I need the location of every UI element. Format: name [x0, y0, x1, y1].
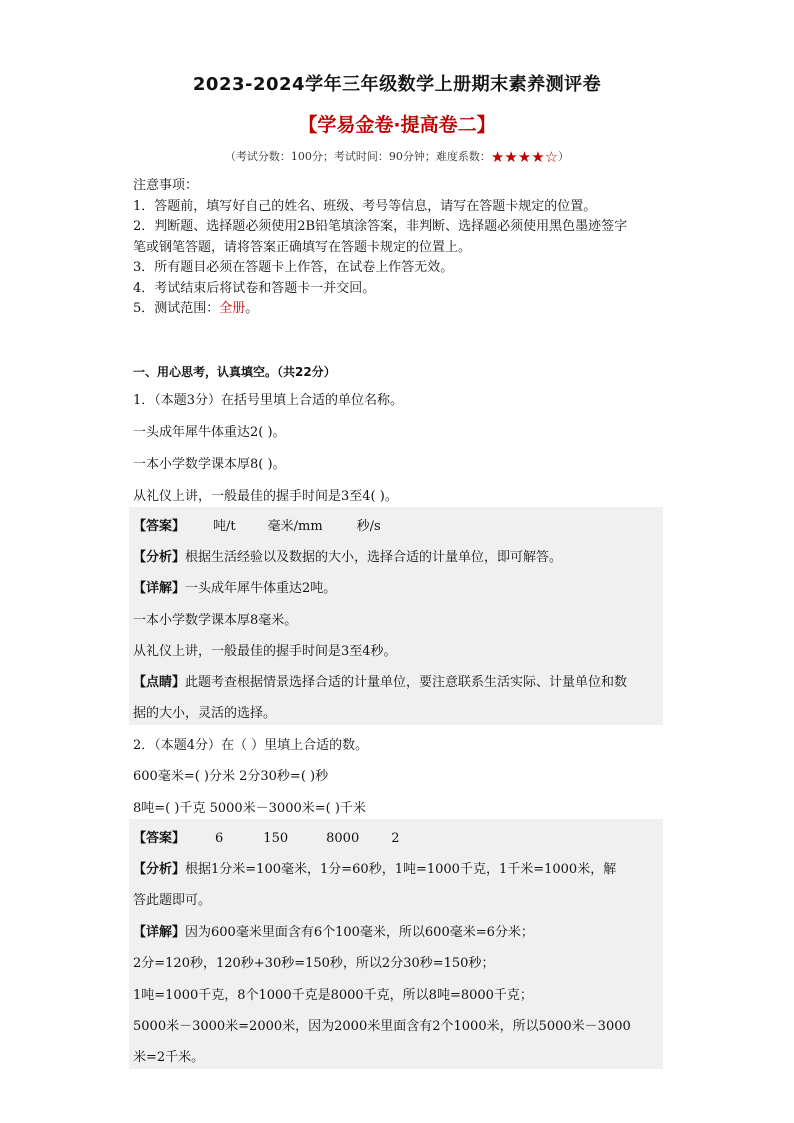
scope-label: 5．测试范围： [133, 301, 220, 316]
scope-value: 全册 [219, 301, 246, 316]
detail-text: 因为600毫米里面含有6个100毫米，所以600毫米=6分米； [185, 925, 534, 940]
comment-text: 此题考查根据情景选择合适的计量单位，要注意联系生活实际、计量单位和数 [185, 675, 628, 690]
notes-scope [133, 299, 673, 320]
q2-detail: 米=2千米。 [133, 1050, 205, 1065]
answer-value: 150 [263, 831, 289, 846]
star-filled-icon: ★ [517, 148, 532, 166]
meta-suffix: ） [558, 150, 570, 163]
q2-analysis: 答此题即可。 [133, 893, 212, 908]
q2-line: 8吨=( )千克 5000米－3000米=( )千米 [133, 801, 366, 816]
answer-value: 毫米/mm [267, 519, 323, 534]
q2-answer [133, 827, 400, 846]
detail-text: 一头成年犀牛体重达2吨。 [185, 581, 337, 596]
answer-value: 秒/s [356, 519, 381, 534]
notes-item: 3．所有题目必须在答题卡上作答，在试卷上作答无效。 [133, 260, 454, 275]
q2-detail [133, 921, 534, 940]
answer-value: 6 [215, 831, 224, 846]
star-filled-icon: ★ [504, 148, 518, 166]
comment-label: 【点睛】 [133, 675, 186, 690]
analysis-label: 【分析】 [133, 862, 186, 877]
q2-line: 600毫米=( )分米 2分30秒=( )秒 [133, 769, 329, 784]
analysis-text: 根据生活经验以及数据的大小，选择合适的计量单位，即可解答。 [185, 550, 563, 565]
answer-label: 【答案】 [133, 831, 186, 846]
notes-item: 笔或钢笔答题，请将答案正确填写在答题卡规定的位置上。 [133, 239, 472, 255]
star-empty-icon: ☆ [544, 148, 559, 166]
analysis-label: 【分析】 [133, 550, 186, 565]
answer-value: 吨/t [213, 519, 236, 534]
q1-line: 从礼仪上讲，一般最佳的握手时间是3至4( )。 [133, 489, 398, 504]
q1-detail: 从礼仪上讲，一般最佳的握手时间是3至4秒。 [133, 644, 397, 659]
notes-heading: 注意事项： [133, 178, 199, 193]
star-filled-icon: ★ [490, 148, 505, 166]
answer-value: 8000 [326, 831, 360, 846]
notes-item: 1．答题前，填写好自己的姓名、班级、考号等信息，请写在答题卡规定的位置。 [133, 198, 597, 214]
q1-detail [133, 577, 336, 596]
exam-subtitle: 【学易金卷·提高卷二】 [298, 114, 496, 136]
q2-analysis [133, 858, 616, 877]
analysis-text: 根据1分米=100毫米，1分=60秒，1吨=1000千克，1千米=1000米，解 [185, 862, 617, 877]
exam-title: 2023-2024学年三年级数学上册期末素养测评卷 [192, 74, 602, 95]
q1-line: 一头成年犀牛体重达2( )。 [133, 425, 286, 440]
scope-end: 。 [245, 301, 259, 316]
q2-detail: 5000米－3000米=2000米，因为2000米里面含有2个1000米，所以5000米－3000 [133, 1019, 631, 1034]
q1-answer [133, 515, 381, 534]
section-title: 一、用心思考，认真填空。（共22分） [133, 365, 336, 379]
detail-label: 【详解】 [133, 581, 186, 596]
q1-analysis [133, 546, 562, 565]
q2-detail: 2分=120秒，120秒+30秒=150秒，所以2分30秒=150秒； [133, 956, 495, 971]
answer-label: 【答案】 [133, 519, 186, 534]
q1-line: 一本小学数学课本厚8( )。 [133, 457, 286, 472]
star-filled-icon: ★ [531, 148, 545, 166]
q1-detail: 一本小学数学课本厚8毫米。 [133, 613, 298, 628]
q1-stem: 1．（本题3分）在括号里填上合适的单位名称。 [133, 393, 404, 408]
q1-comment: 据的大小，灵活的选择。 [133, 706, 277, 721]
q2-stem: 2．（本题4分）在（ ）里填上合适的数。 [133, 738, 369, 753]
notes-item: 2．判断题、选择题必须使用2B铅笔填涂答案，非判断、选择题必须使用黑色墨迹签字 [133, 219, 628, 234]
q1-comment [133, 671, 627, 690]
difficulty-stars [491, 150, 558, 165]
notes-item: 4．考试结束后将试卷和答题卡一并交回。 [133, 280, 376, 296]
notes-block [133, 176, 673, 320]
q2-detail: 1吨=1000千克，8个1000千克是8000千克，所以8吨=8000千克； [133, 988, 533, 1003]
answer-value: 2 [391, 831, 400, 846]
detail-label: 【详解】 [133, 925, 186, 940]
exam-meta [0, 148, 794, 165]
meta-prefix: （考试分数：100分；考试时间：90分钟；难度系数： [224, 150, 491, 163]
